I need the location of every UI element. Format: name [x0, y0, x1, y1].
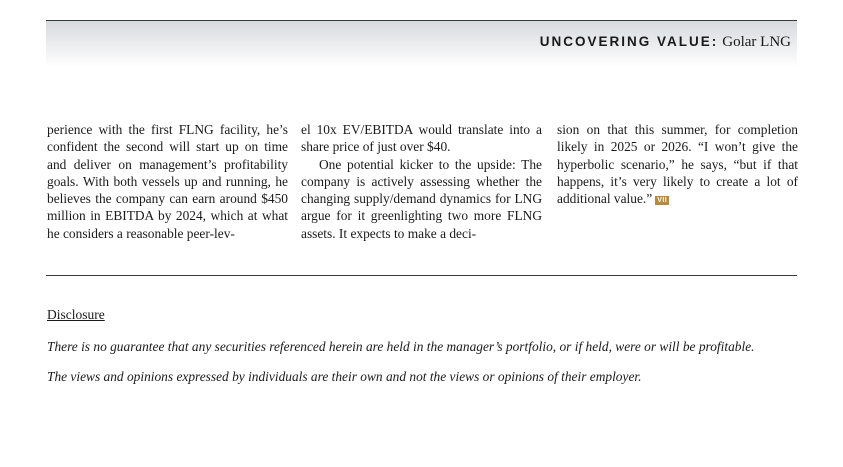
- column-3-text: sion on that this summer, for completion likely in 2025 or 2026. “I won’t give the hyperbolic scenario,” he says, “but if that happens, it’s very likely to create a lot of additional value.”: [557, 122, 798, 207]
- end-of-article-mark: VII: [657, 197, 668, 205]
- column-1-text: perience with the first FLNG facility, he’s confident the second will start up on time and deliver on management’s profitability goals. With both vessels up and running, he believes the company can earn around $450 million in EBITDA by 2024, which at what he considers a reasonable peer-lev-: [47, 122, 288, 241]
- header-title: [540, 34, 791, 51]
- section-divider: [46, 275, 797, 276]
- header-section-label: UNCOVERING VALUE:: [539, 34, 719, 49]
- column-2-paragraph-2: One potential kicker to the upside: The company is actively assessing whether the changing supply/demand dynamics for LNG argue for it greenlighting two more FLNG assets. It expects to make a deci-: [301, 156, 542, 241]
- header-company-name: Golar LNG: [722, 34, 791, 50]
- page-header: [46, 21, 797, 67]
- disclosure-line-1: There is no guarantee that any securities referenced herein are held in the manager’s portfolio, or if held, were or will be profitable.: [47, 339, 755, 354]
- article-column-3: [557, 121, 798, 207]
- disclosure-line-2: The views and opinions expressed by individuals are their own and not the views or opinions of their employer.: [47, 369, 642, 384]
- column-3-paragraph: [557, 121, 798, 207]
- article-column-1: [47, 121, 288, 242]
- article-column-2: [301, 121, 542, 242]
- disclosure-heading: Disclosure: [47, 307, 105, 322]
- column-2-paragraph-1: el 10x EV/EBITDA would translate into a share price of just over $40.: [301, 122, 542, 155]
